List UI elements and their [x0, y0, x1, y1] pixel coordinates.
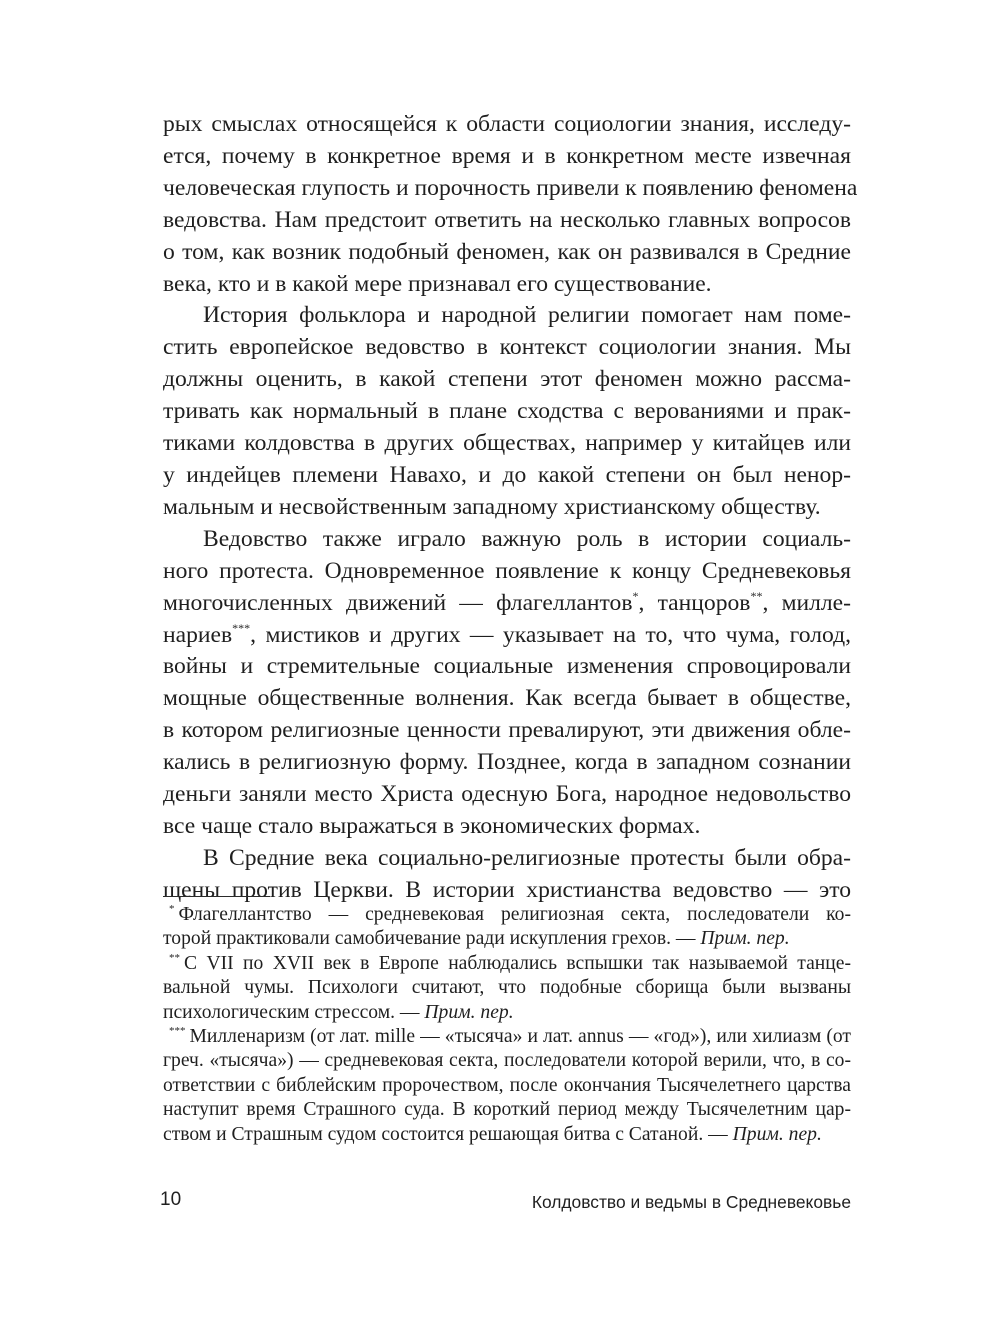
text-segment: С VII по XVII век в Европе наблюдались вспышки так называемой танце- — [184, 952, 851, 974]
footnote-line: наступит время Страшного суда. В короткий период между Тысячелетним цар- — [163, 1099, 851, 1121]
text-line: тиками колдовства в других обществах, например у китайцев или — [163, 430, 851, 457]
text-segment: психологическим стрессом. — — [163, 1001, 420, 1023]
translator-note: Прим. пер. — [732, 1123, 822, 1145]
text-line: кались в религиозную форму. Позднее, когда в западном сознании — [163, 749, 851, 776]
footnote-1 — [163, 903, 851, 952]
text-line: ведовства. Нам предстоит ответить на несколько главных вопросов — [163, 206, 851, 233]
text-line: в котором религиозные ценности превалируют, эти движения обле- — [163, 717, 851, 744]
page-number: 10 — [160, 1189, 182, 1210]
footnote-mark: * — [169, 903, 175, 915]
text-line: века, кто и в какой мере признавал его существование. — [163, 270, 712, 297]
text-line: у индейцев племени Навахо, и до какой степени он был ненор- — [163, 461, 851, 488]
text-segment: нариев — [163, 621, 233, 648]
paragraph-4 — [163, 843, 851, 907]
footnote-3 — [163, 1025, 851, 1147]
text-segment: Флагеллантство — средневековая религиозная секта, последователи ко- — [178, 904, 851, 925]
text-segment: ством и Страшным судом состоится решающая битва с Сатаной. — — [163, 1123, 728, 1145]
paragraph-2 — [163, 300, 851, 523]
running-title: Колдовство и ведьмы в Средневековье — [531, 1192, 851, 1212]
footnote-line — [163, 1123, 851, 1147]
text-line: Ведовство также играло важную роль в истории социаль- — [203, 525, 851, 552]
text-segment: многочисленных движений — флагеллантов — [163, 589, 633, 616]
translator-note: Прим. пер. — [700, 928, 790, 950]
text-segment: , танцоров — [638, 589, 751, 616]
footnote-divider — [163, 896, 270, 897]
text-line — [163, 588, 851, 620]
text-segment: , мистиков и других — указывает на то, что чума, голод, — [250, 621, 851, 648]
paragraph-3 — [163, 524, 851, 843]
text-line: человеческая глупость и порочность привели к появлению феномена — [163, 174, 858, 201]
text-line: рых смыслах относящейся к области социологии знания, исследу- — [163, 111, 851, 137]
text-segment: , милле- — [762, 589, 852, 616]
main-text — [163, 109, 858, 907]
text-line — [163, 620, 851, 652]
footnote-line — [163, 1001, 851, 1025]
text-line: должны оценить, в какой степени этот феномен можно рассма- — [163, 366, 851, 393]
footnotes — [163, 903, 851, 1147]
footnote-marker-2: ** — [750, 588, 763, 603]
paragraph-1 — [163, 109, 858, 300]
footnote-mark: ** — [169, 951, 180, 964]
footnote-mark: *** — [169, 1025, 186, 1038]
footnote-line: ответствии с библейским пророчеством, после окончания Тысячелетнего царства — [163, 1074, 851, 1096]
text-line: войны и стремительные социальные изменения спровоцировали — [163, 653, 851, 680]
text-line: все чаще стало выражаться в экономических формах. — [163, 812, 701, 839]
text-line: о том, как возник подобный феномен, как он развивался в Средние — [163, 238, 851, 265]
footnote-line — [163, 927, 851, 951]
footnote-marker-3: *** — [232, 620, 251, 635]
text-segment: Милленаризм (от лат. mille — «тысяча» и лат. annus — «год»), или хилиазм (от — [189, 1026, 851, 1048]
text-line: ного протеста. Одновременное появление к концу Средневековья — [163, 557, 851, 584]
text-line: тривать как нормальный в плане сходства с верованиями и прак- — [163, 398, 851, 425]
text-line: щены против Церкви. В истории христианства ведовство — это — [163, 876, 851, 903]
text-line: ется, почему в конкретное время и в конкретном месте извечная — [163, 142, 851, 169]
text-line: История фольклора и народной религии помогает нам поме- — [203, 302, 851, 329]
text-line: деньги заняли место Христа одесную Бога, народное недовольство — [163, 781, 851, 808]
footnote-marker-1: * — [632, 588, 639, 603]
footnote-line: вальной чумы. Психологи считают, что подобные сборища были вызваны — [163, 977, 851, 999]
footnote-2 — [163, 952, 851, 1025]
text-segment: торой практиковали самобичевание ради искупления грехов. — — [163, 928, 696, 950]
footnote-line — [163, 1025, 851, 1049]
footnote-line: греч. «тысяча») — средневековая секта, последователи которой верили, что, в со- — [163, 1050, 851, 1072]
text-line: мальным и несвойственным западному христианскому обществу. — [163, 493, 821, 520]
text-line: стить европейское ведовство в контекст социологии знания. Мы — [163, 334, 851, 361]
text-line: мощные общественные волнения. Как всегда бывает в обществе, — [163, 685, 851, 712]
translator-note: Прим. пер. — [424, 1001, 514, 1023]
footnote-line — [163, 952, 851, 976]
text-line: В Средние века социально-религиозные протесты были обра- — [203, 844, 851, 871]
footnote-line — [163, 903, 851, 927]
